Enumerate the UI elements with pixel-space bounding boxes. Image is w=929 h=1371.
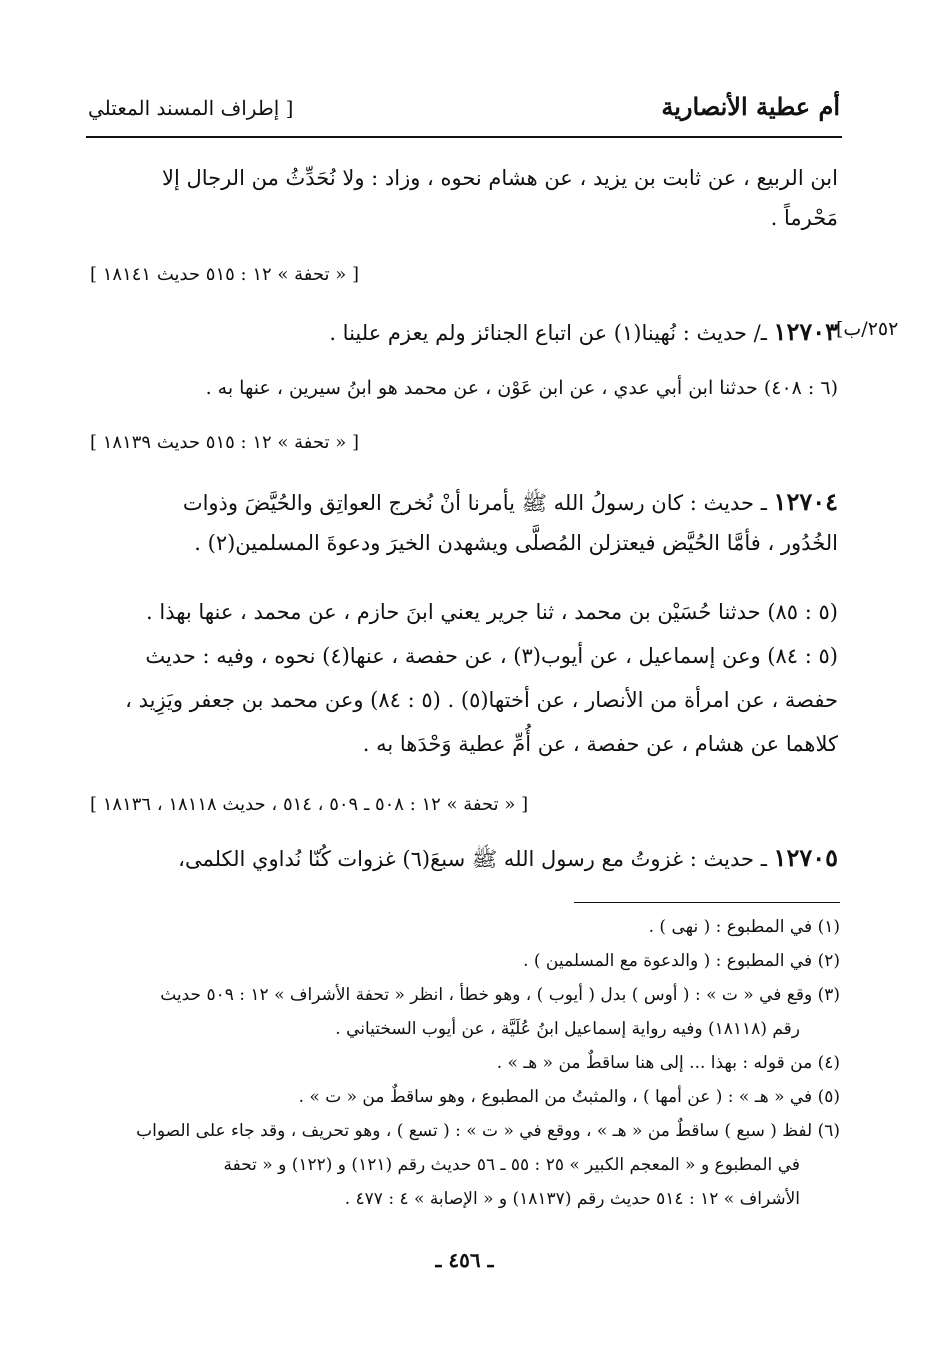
text-line: (٦ : ٤٠٨) حدثنا ابن أبي عدي ، عن ابن عَوْن ، عن محمد هو ابنُ سيرين ، عنها به . [205, 377, 838, 399]
footnote-2: (٢) في المطبوع : ( والدعوة مع المسلمين ) . [523, 951, 840, 971]
hadith-text: ـ حديث : كان رسولُ الله ﷺ يأمرنا أنْ نُخرج العواتِق والحُيَّضَ وذوات [182, 491, 767, 515]
footnote-1: (١) في المطبوع : ( نهى ) . [648, 917, 840, 937]
footnote-3: (٣) وقع في « ت » : ( أوس ) بدل ( أيوب ) ، وهو خطأ ، انظر « تحفة الأشراف » ١٢ : ٥٠٩ حديث [160, 985, 840, 1005]
main-text [90, 158, 838, 238]
folio-marker: ٢٥٢/ب] [836, 318, 899, 340]
hadith-text: ـ/ حديث : نُهينا(١) عن اتباع الجنائز ولم يعزم علينا . [329, 321, 767, 345]
hadith-number: ١٢٧٠٥ [773, 843, 838, 872]
text-line: حفصة ، عن امرأة من الأنصار ، عن أختها(٥) . (٥ : ٨٤) وعن محمد بن جعفر ويَزِيد ، [125, 688, 838, 712]
header-title: أم عطية الأنصارية [661, 92, 840, 121]
footnote-6-continued: في المطبوع و « المعجم الكبير » ٢٥ : ٥٥ ـ ٥٦ حديث رقم (١٢١) و (١٢٢) و « تحفة [223, 1155, 800, 1175]
reference-line: [ « تحفة » ١٢ : ٥١٥ حديث ١٨١٣٩ ] [90, 432, 359, 453]
hadith-12705 [90, 838, 838, 879]
reference-line: [ « تحفة » ١٢ : ٥٠٨ ـ ٥٠٩ ، ٥١٤ ، حديث ١٨١١٨ ، ١٨١٣٦ ] [90, 794, 529, 815]
header-divider [86, 136, 842, 138]
isnad-block [90, 590, 838, 766]
text-line: (٥ : ٨٤) وعن إسماعيل ، عن أيوب(٣) ، عن حفصة ، عنها(٤) نحوه ، وفيه : حديث [145, 644, 838, 668]
text-line: ابن الربيع ، عن ثابت بن يزيد ، عن هشام نحوه ، وزاد : ولا نُحَدِّثُ من الرجال إلا [161, 166, 838, 190]
text-line: (٥ : ٨٥) حدثنا حُسَيْن بن محمد ، ثنا جرير يعني ابنَ حازم ، عن محمد ، عنها بهذا . [146, 600, 838, 624]
hadith-text: ـ حديث : غزوتُ مع رسول الله ﷺ سبعَ(٦) غزوات كُنّا نُداوي الكلمى، [178, 847, 767, 871]
footnote-4: (٤) من قوله : بهذا ... إلى هنا ساقطٌ من « هـ » . [496, 1053, 840, 1073]
running-header [88, 92, 840, 126]
text-line: مَحْرماً . [770, 206, 838, 230]
footnote-6: (٦) لفظ ( سبع ) ساقطٌ من « هـ » ، ووقع في « ت » : ( تسع ) ، وهو تحريف ، وقد جاء على الصواب [136, 1121, 840, 1141]
page-number: ـ ٤٥٦ ـ [435, 1248, 494, 1272]
footnote-3-continued: رقم (١٨١١٨) وفيه رواية إسماعيل ابنُ عُلَيَّة ، عن أيوب السختياني . [335, 1019, 800, 1039]
reference-line: [ « تحفة » ١٢ : ٥١٥ حديث ١٨١٤١ ] [90, 264, 359, 285]
hadith-number: ١٢٧٠٣ [773, 317, 838, 346]
footnotes [88, 910, 840, 1216]
text-line: الخُدُور ، فأمَّا الحُيَّض فيعتزلن المُصلَّى ويشهدن الخيرَ ودعوةَ المسلمين(٢) . [194, 531, 838, 555]
footnote-6-continued: الأشراف » ١٢ : ٥١٤ حديث رقم (١٨١٣٧) و « الإصابة » ٤ : ٤٧٧ . [344, 1189, 800, 1209]
hadith-number: ١٢٧٠٤ [773, 487, 838, 516]
hadith-12704 [90, 482, 838, 563]
header-book-title: [ إطراف المسند المعتلي [88, 96, 294, 120]
footnote-5: (٥) في « هـ » : ( عن أمها ) ، والمثبتُ من المطبوع ، وهو ساقطٌ من « ت » . [298, 1087, 840, 1107]
footnote-divider [574, 902, 840, 903]
text-line: كلاهما عن هشام ، عن حفصة ، عن أُمِّ عطية وَحْدَها به . [362, 732, 838, 756]
hadith-12703 [90, 312, 838, 353]
